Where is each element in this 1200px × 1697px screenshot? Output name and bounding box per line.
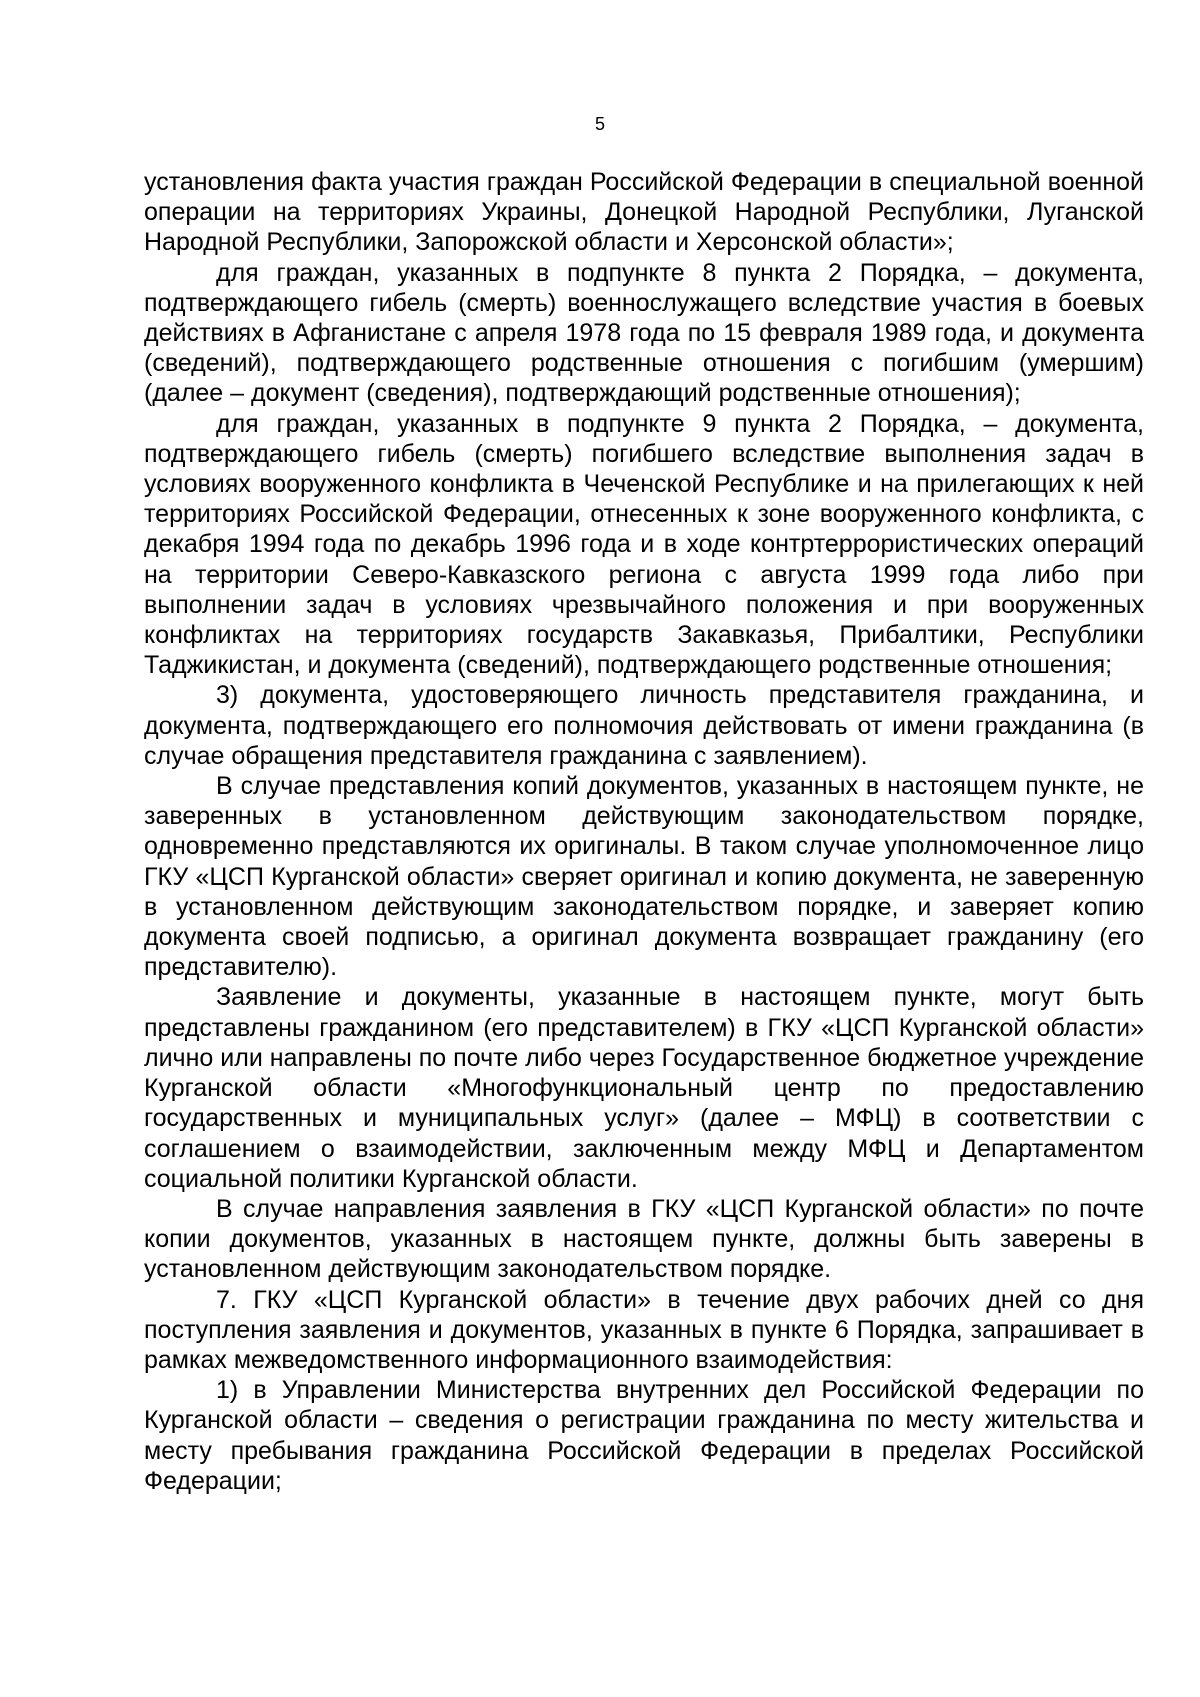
paragraph-subitem-9: для граждан, указанных в подпункте 9 пункта 2 Порядка, – документа, подтверждающего гибель (смерть) погибшего вследствие выполнения задач в условиях вооруженного конфликта в Чеченской Республике и на прилегающих к ней территориях Российской Федерации, отнесенных к зоне вооруженного конфликта, с декабря 1994 года по декабрь 1996 года и в ходе контртеррористических операций на территории Северо-Кавказского региона с августа 1999 года либо при выполнении задач в условиях чрезвычайного положения и при вооруженных конфликтах на территориях государств Закавказья, Прибалтики, Республики Таджикистан, и документа (сведений), подтверждающего родственные отношения; <box>144 409 1144 680</box>
paragraph-copies: В случае представления копий документов, указанных в настоящем пункте, не заверенных в установленном действующим законодательством порядке, одновременно представляются их оригиналы. В таком случае уполномоченное лицо ГКУ «ЦСП Курганской области» сверяет оригинал и копию документа, не заверенную в установленном действующим законодательством порядке, и заверяет копию документа своей подписью, а оригинал документа возвращает гражданину (его представителю). <box>144 772 1144 982</box>
paragraph-clause-7-item-1: 1) в Управлении Министерства внутренних дел Российской Федерации по Курганской области – сведения о регистрации гражданина по месту жительства и месту пребывания гражданина Российской Федерации в пределах Российской Федерации; <box>144 1376 1144 1495</box>
page-number: 5 <box>594 114 605 134</box>
paragraph-postal: В случае направления заявления в ГКУ «ЦСП Курганской области» по почте копии документов, указанных в настоящем пункте, должны быть заверены в установленном действующим законодательством порядке. <box>144 1194 1144 1284</box>
paragraph-clause-7: 7. ГКУ «ЦСП Курганской области» в течение двух рабочих дней со дня поступления заявления и документов, указанных в пункте 6 Порядка, запрашивает в рамках межведомственного информационного взаимодействия: <box>144 1285 1144 1374</box>
paragraph-continuation: установления факта участия граждан Российской Федерации в специальной военной операции на территориях Украины, Донецкой Народной Республики, Луганской Народной Республики, Запорожской области и Херсонской области»; <box>144 168 1144 257</box>
paragraph-item-3: 3) документа, удостоверяющего личность представителя гражданина, и документа, подтверждающего его полномочия действовать от имени гражданина (в случае обращения представителя гражданина с заявлением). <box>144 681 1144 770</box>
paragraph-submission: Заявление и документы, указанные в настоящем пункте, могут быть представлены гражданином (его представителем) в ГКУ «ЦСП Курганской области» лично или направлены по почте либо через Государственное бюджетное учреждение Курганской области «Многофункциональный центр по предоставлению государственных и муниципальных услуг» (далее – МФЦ) в соответствии с соглашением о взаимодействии, заключенным между МФЦ и Департаментом социальной политики Курганской области. <box>144 983 1144 1193</box>
paragraph-subitem-8: для граждан, указанных в подпункте 8 пункта 2 Порядка, – документа, подтверждающего гибель (смерть) военнослужащего вследствие участия в боевых действиях в Афганистане с апреля 1978 года по 15 февраля 1989 года, и документа (сведений), подтверждающего родственные отношения с погибшим (умершим) (далее – документ (сведения), подтверждающий родственные отношения); <box>144 258 1144 408</box>
document-body <box>144 167 1144 1496</box>
